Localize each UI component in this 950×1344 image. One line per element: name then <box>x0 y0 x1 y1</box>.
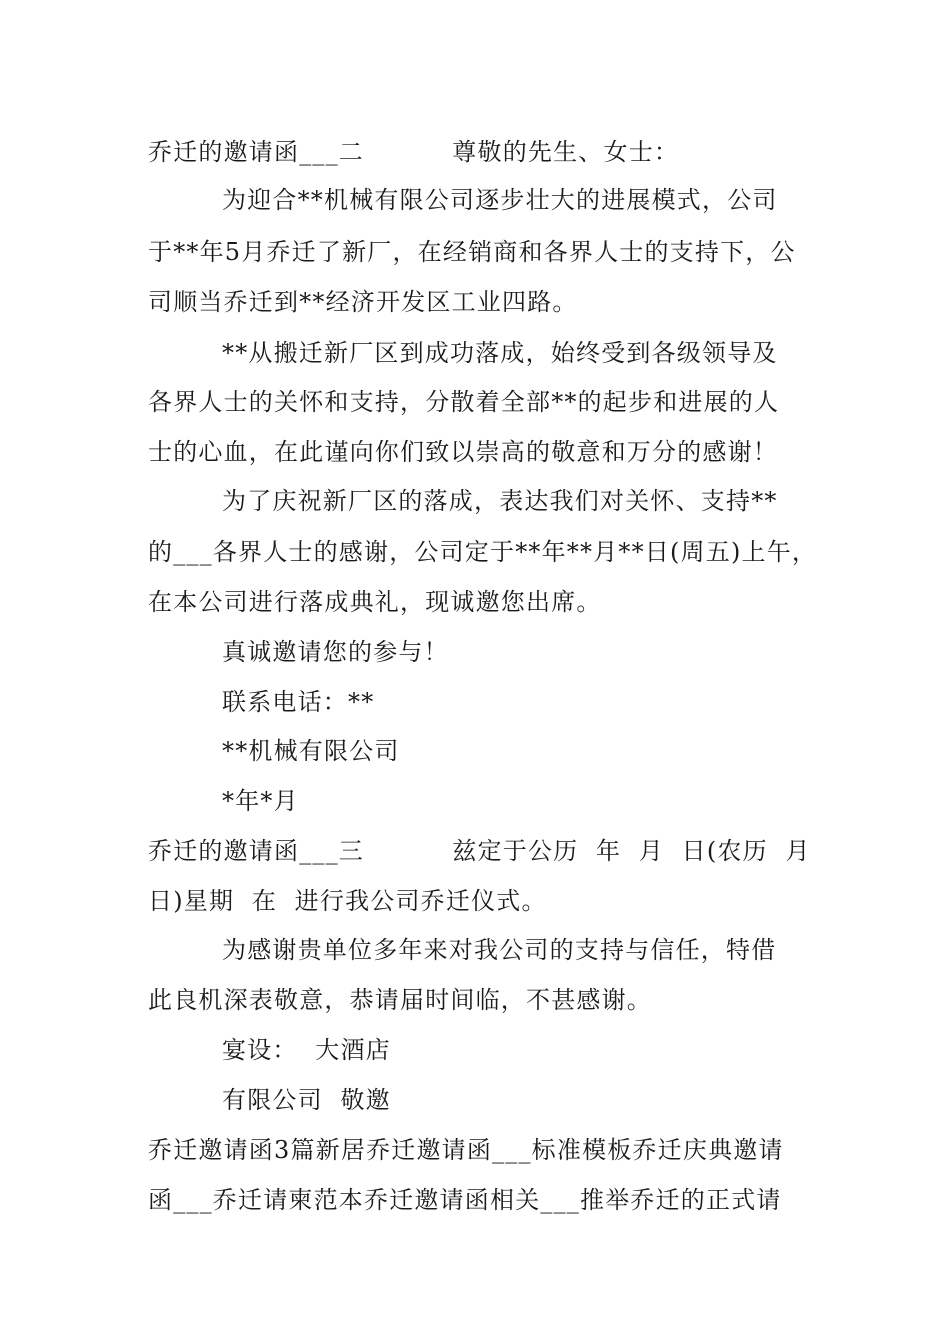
paragraph-line: 为迎合**机械有限公司逐步壮大的进展模式，公司 <box>222 186 778 214</box>
section-heading-three: 乔迁的邀请函___三 兹定于公历 年 月 日(农历 月 <box>148 837 811 865</box>
contact-phone: 联系电话：** <box>222 688 375 716</box>
paragraph-line: 士的心血，在此谨向你们致以崇高的敬意和万分的感谢！ <box>148 438 778 466</box>
paragraph-line: 为感谢贵单位多年来对我公司的支持与信任，特借 <box>222 936 777 964</box>
paragraph-line: 的___各界人士的感谢，公司定于**年**月**日(周五)上午， <box>148 538 818 566</box>
related-links-line: 乔迁邀请函3篇新居乔迁邀请函___标准模板乔迁庆典邀请 <box>148 1136 784 1164</box>
paragraph-line: 在本公司进行落成典礼，现诚邀您出席。 <box>148 588 602 616</box>
date-line: *年*月 <box>222 787 299 815</box>
invitation-signature: 有限公司 敬邀 <box>222 1086 391 1114</box>
company-signature: **机械有限公司 <box>222 737 400 765</box>
paragraph-line: 为了庆祝新厂区的落成，表达我们对关怀、支持** <box>222 487 778 515</box>
related-links-line: 函___乔迁请柬范本乔迁邀请函相关___推举乔迁的正式请 <box>148 1186 782 1214</box>
closing-line: 真诚邀请您的参与！ <box>222 638 449 666</box>
paragraph-line: 各界人士的关怀和支持，分散着全部**的起步和进展的人 <box>148 388 780 416</box>
banquet-venue: 宴设： 大酒店 <box>222 1036 391 1064</box>
paragraph-line: **从搬迁新厂区到成功落成，始终受到各级领导及 <box>222 339 778 367</box>
paragraph-line: 此良机深表敬意，恭请届时间临，不甚感谢。 <box>148 986 652 1014</box>
paragraph-line: 司顺当乔迁到**经济开发区工业四路。 <box>148 288 578 316</box>
section-heading-two: 乔迁的邀请函___二 尊敬的先生、女士： <box>148 138 680 166</box>
paragraph-line: 日)星期 在 进行我公司乔迁仪式。 <box>148 887 547 915</box>
paragraph-line: 于**年5月乔迁了新厂，在经销商和各界人士的支持下，公 <box>148 238 796 266</box>
